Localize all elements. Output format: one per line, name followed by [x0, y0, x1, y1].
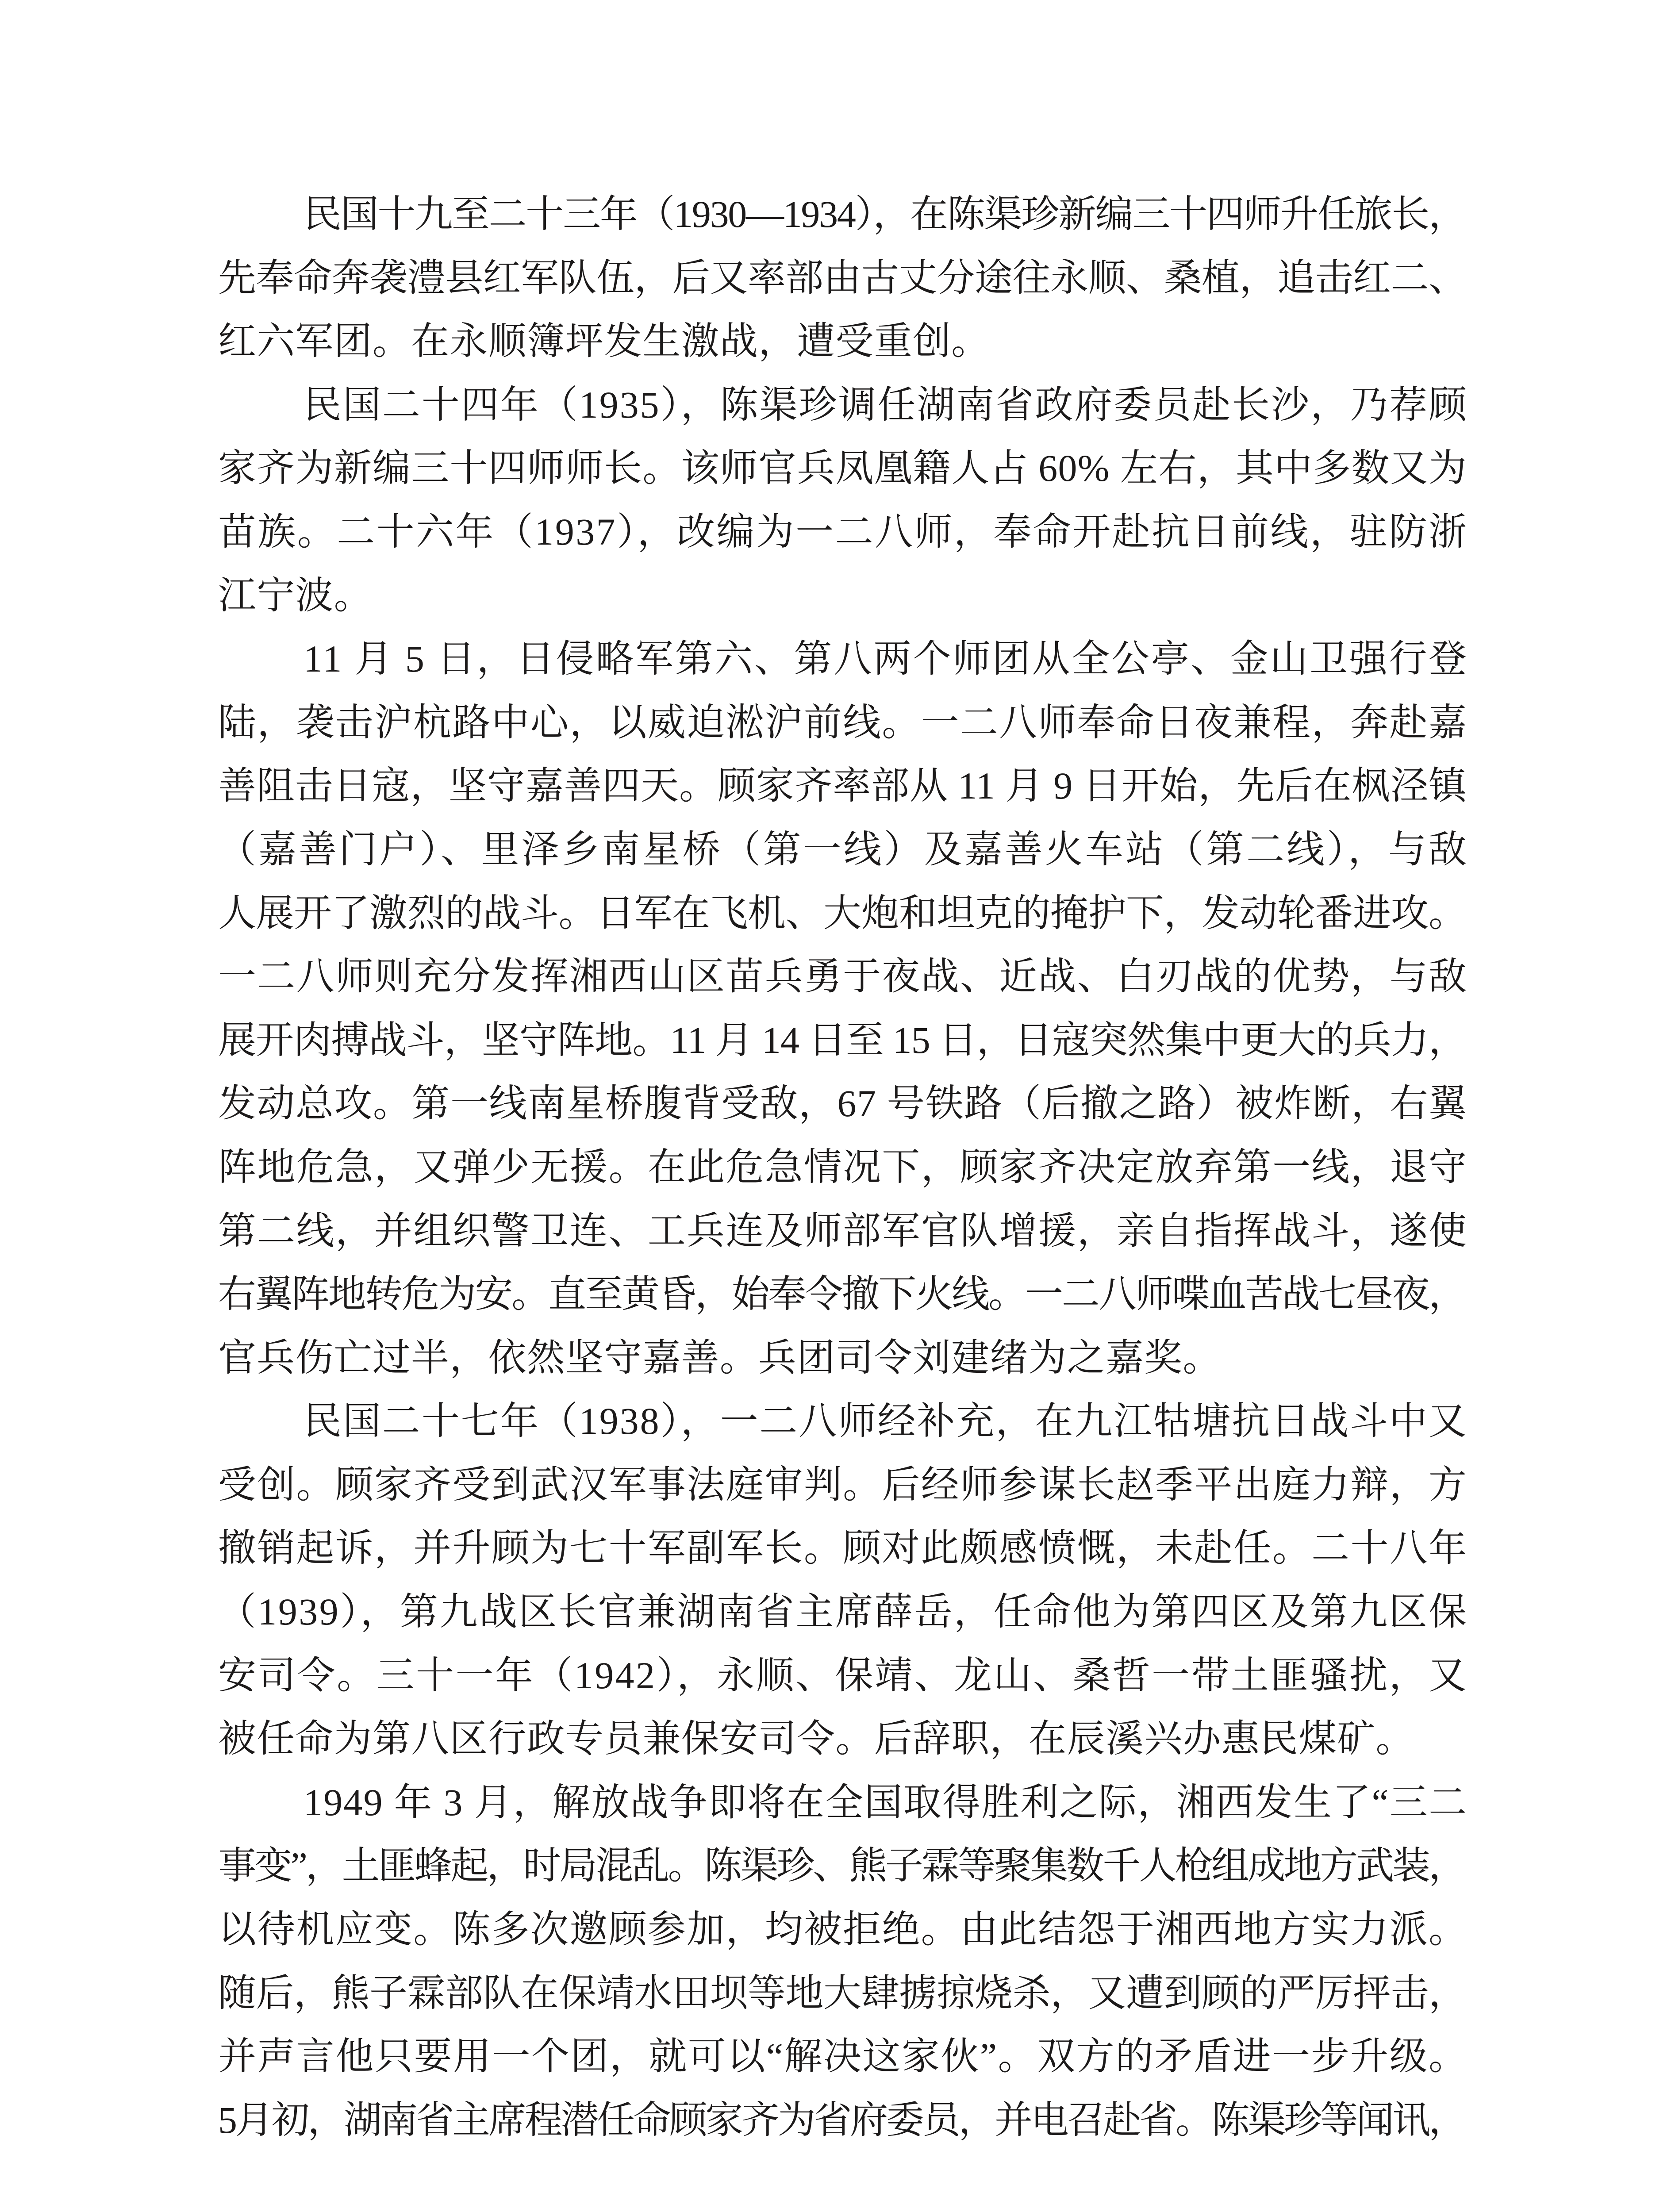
- text-line: [218, 691, 1467, 755]
- line-text: 官兵伤亡过半，依然坚守嘉善。兵团司令刘建绪为之嘉奖。: [218, 1336, 1222, 1379]
- text-line: [218, 1771, 1467, 1835]
- line-text: 11 月 5 日，日侵略军第六、第八两个师团从全公亭、金山卫强行登: [303, 637, 1468, 680]
- text-line: [218, 1580, 1467, 1644]
- text-line: [218, 1962, 1467, 2025]
- line-text: 以待机应变。陈多次邀顾参加，均被拒绝。由此结怨于湘西地方实力派。: [218, 1908, 1468, 1951]
- text-line: [218, 1707, 1467, 1771]
- line-text: 安司令。三十一年（1942），永顺、保靖、龙山、桑哲一带土匪骚扰，又: [218, 1654, 1468, 1697]
- line-text: 1949 年 3 月，解放战争即将在全国取得胜利之际，湘西发生了“三二: [303, 1781, 1468, 1824]
- line-text: 人展开了激烈的战斗。日军在飞机、大炮和坦克的掩护下，发动轮番进攻。: [218, 891, 1467, 934]
- text-line: [218, 882, 1467, 945]
- line-text: 随后，熊子霖部队在保靖水田坝等地大肆掳掠烧杀，又遭到顾的严厉抨击，: [218, 1971, 1467, 2014]
- line-text: 江宁波。: [218, 574, 373, 617]
- line-text: 红六军团。在永顺簿坪发生激战，遭受重创。: [218, 320, 990, 363]
- body-text: [218, 183, 1467, 2152]
- line-text: （1939），第九战区长官兼湖南省主席薛岳，任命他为第四区及第九区保: [218, 1590, 1468, 1633]
- text-line: [218, 818, 1467, 882]
- line-text: 阵地危急，又弹少无援。在此危急情况下，顾家齐决定放弃第一线，退守: [218, 1145, 1468, 1188]
- text-line: [218, 1644, 1467, 1708]
- text-line: [218, 310, 1467, 373]
- paragraph: [218, 183, 1467, 373]
- text-line: [218, 1453, 1467, 1517]
- line-text: 事变”，土匪蜂起，时局混乱。陈渠珍、熊子霖等聚集数千人枪组成地方武装，: [218, 1844, 1465, 1887]
- paragraph: [218, 373, 1467, 627]
- text-line: [218, 437, 1467, 500]
- line-text: 发动总攻。第一线南星桥腹背受敌，67 号铁路（后撤之路）被炸断，右翼: [218, 1082, 1468, 1125]
- text-line: [218, 2089, 1467, 2152]
- line-text: 受创。顾家齐受到武汉军事法庭审判。后经师参谋长赵季平出庭力辩，方: [218, 1463, 1468, 1506]
- text-line: [218, 945, 1467, 1009]
- text-line: [218, 373, 1467, 437]
- text-line: [218, 1326, 1467, 1390]
- paragraph: [218, 1771, 1467, 2152]
- text-line: [218, 1898, 1467, 1962]
- line-text: 右翼阵地转危为安。直至黄昏，始奉令撤下火线。一二八师喋血苦战七昼夜，: [218, 1273, 1465, 1316]
- text-line: [218, 754, 1467, 818]
- line-text: 5月初，湖南省主席程潜任命顾家齐为省府委员，并电召赴省。陈渠珍等闻讯，: [218, 2098, 1465, 2141]
- line-text: 民国十九至二十三年（1930—1934），在陈渠珍新编三十四师升任旅长，: [303, 193, 1466, 235]
- line-text: 先奉命奔袭澧县红军队伍，后又率部由古丈分途往永顺、桑植，追击红二、: [218, 256, 1467, 299]
- text-line: [218, 1263, 1467, 1326]
- line-text: 展开肉搏战斗，坚守阵地。11 月 14 日至 15 日，日寇突然集中更大的兵力，: [218, 1018, 1467, 1061]
- line-text: 家齐为新编三十四师师长。该师官兵凤凰籍人占 60% 左右，其中多数又为: [218, 447, 1468, 490]
- line-text: 善阻击日寇，坚守嘉善四天。顾家齐率部从 11 月 9 日开始，先后在枫泾镇: [218, 764, 1467, 807]
- text-line: [218, 1199, 1467, 1263]
- text-line: [218, 2025, 1467, 2089]
- text-line: [218, 1517, 1467, 1580]
- line-text: 民国二十四年（1935），陈渠珍调任湖南省政府委员赴长沙，乃荐顾: [303, 383, 1468, 426]
- text-line: [218, 500, 1467, 564]
- text-line: [218, 1834, 1467, 1898]
- text-line: [218, 1136, 1467, 1199]
- line-text: 第二线，并组织警卫连、工兵连及师部军官队增援，亲自指挥战斗，遂使: [218, 1209, 1468, 1252]
- text-line: [218, 627, 1467, 691]
- line-text: 撤销起诉，并升顾为七十军副军长。顾对此颇感愤慨，未赴任。二十八年: [218, 1527, 1468, 1570]
- line-text: （嘉善门户）、里泽乡南星桥（第一线）及嘉善火车站（第二线），与敌: [218, 828, 1469, 871]
- text-line: [218, 183, 1467, 246]
- line-text: 一二八师则充分发挥湘西山区苗兵勇于夜战、近战、白刃战的优势，与敌: [218, 955, 1468, 998]
- text-line: [218, 246, 1467, 310]
- text-line: [218, 1009, 1467, 1072]
- line-text: 并声言他只要用一个团，就可以“解决这家伙”。双方的矛盾进一步升级。: [218, 2035, 1468, 2078]
- line-text: 陆，袭击沪杭路中心，以威迫淞沪前线。一二八师奉命日夜兼程，奔赴嘉: [218, 701, 1468, 744]
- line-text: 苗族。二十六年（1937），改编为一二八师，奉命开赴抗日前线，驻防浙: [218, 510, 1468, 553]
- text-line: [218, 1390, 1467, 1453]
- paragraph: [218, 1390, 1467, 1771]
- line-text: 被任命为第八区行政专员兼保安司令。后辞职，在辰溪兴办惠民煤矿。: [218, 1717, 1414, 1760]
- line-text: 民国二十七年（1938），一二八师经补充，在九江牯塘抗日战斗中又: [303, 1400, 1468, 1443]
- text-line: [218, 564, 1467, 628]
- text-line: [218, 1072, 1467, 1136]
- paragraph: [218, 627, 1467, 1390]
